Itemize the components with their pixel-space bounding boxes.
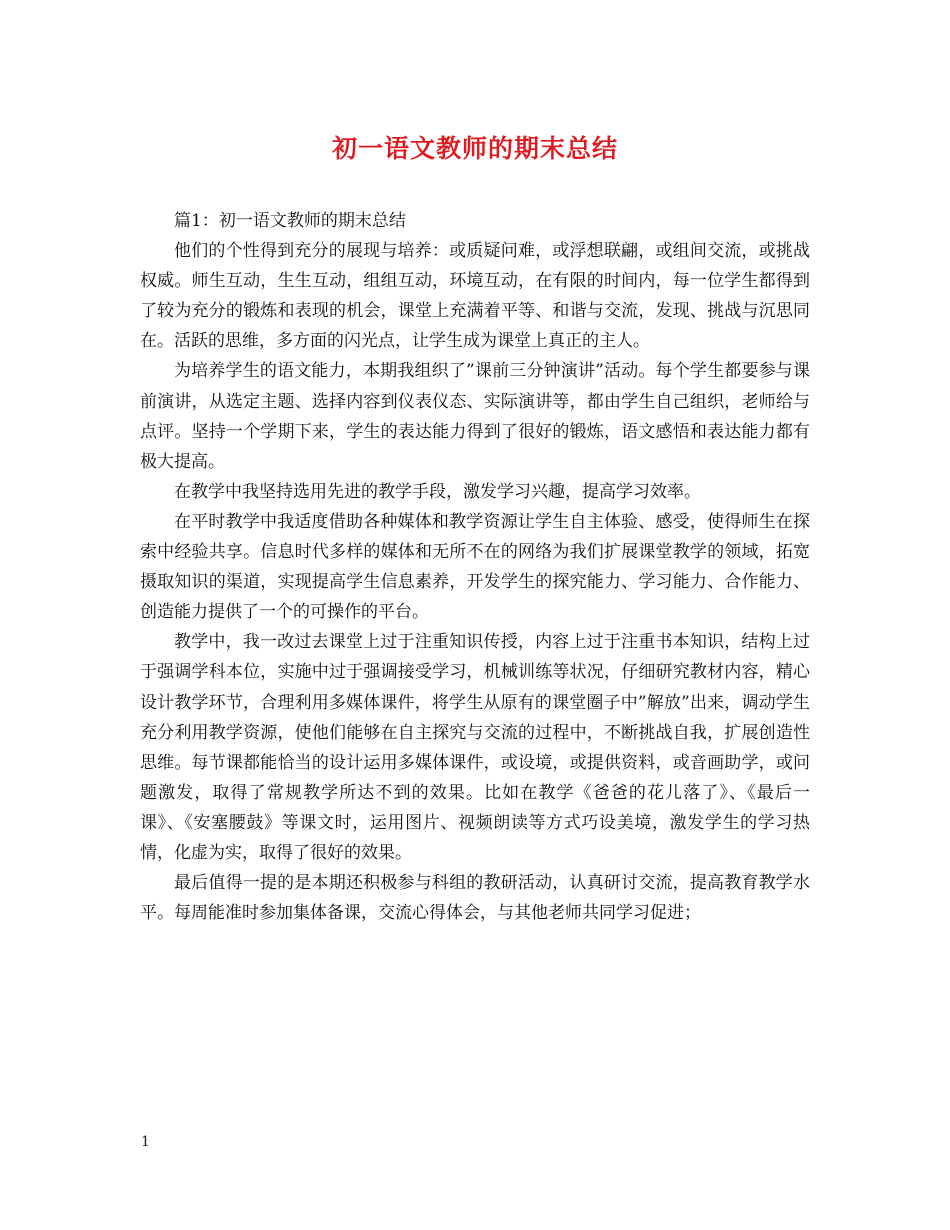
body-paragraph: 他们的个性得到充分的展现与培养：或质疑问难，或浮想联翩，或组间交流，或挑战权威。师生互动，生生互动，组组互动，环境互动，在有限的时间内，每一位学生都得到了较为充分的锻炼和表现的机会，课堂上充满着平等、和谐与交流，发现、挑战与沉思同在。活跃的思维，多方面的闪光点，让学生成为课堂上真正的主人。 bbox=[140, 241, 810, 352]
page-number: 1 bbox=[141, 1134, 150, 1150]
body-paragraph: 在平时教学中我适度借助各种媒体和教学资源让学生自主体验、感受，使得师生在探索中经验共享。信息时代多样的媒体和无所不在的网络为我们扩展课堂教学的领域，拓宽摄取知识的渠道，实现提高学生信息素养，开发学生的探究能力、学习能力、合作能力、创造能力提供了一个的可操作的平台。 bbox=[140, 511, 810, 623]
body-paragraph: 最后值得一提的是本期还积极参与科组的教研活动，认真研讨交流，提高教育教学水平。每周能准时参加集体备课，交流心得体会，与其他老师共同学习促进； bbox=[140, 873, 810, 924]
body-paragraph: 为培养学生的语文能力，本期我组织了”课前三分钟演讲”活动。每个学生都要参与课前演讲，从选定主题、选择内容到仪表仪态、实际演讲等，都由学生自己组织，老师给与点评。坚持一个学期下来，学生的表达能力得到了很好的锻炼，语文感悟和表达能力都有极大提高。 bbox=[140, 361, 810, 472]
body-paragraph: 在教学中我坚持选用先进的教学手段，激发学习兴趣，提高学习效率。 bbox=[174, 481, 701, 502]
document-body bbox=[140, 206, 810, 928]
body-paragraph: 教学中，我一改过去课堂上过于注重知识传授，内容上过于注重书本知识，结构上过于强调学科本位，实施中过于强调接受学习，机械训练等状况，仔细研究教材内容，精心设计教学环节，合理利用多媒体课件，将学生从原有的课堂圈子中”解放”出来，调动学生充分利用教学资源，使他们能够在自主探究与交流的过程中，不断挑战自我，扩展创造性思维。每节课都能恰当的设计运用多媒体课件，或设境，或提供资料，或音画助学，或问题激发，取得了常规教学所达不到的效果。比如在教学《爸爸的花儿落了》、《最后一课》、《安塞腰鼓》等课文时，运用图片、视频朗读等方式巧设美境，激发学生的学习热情，化虚为实，取得了很好的效果。 bbox=[140, 632, 810, 863]
document-title: 初一语文教师的期末总结 bbox=[331, 134, 618, 163]
section-heading: 篇1：初一语文教师的期末总结 bbox=[174, 211, 406, 231]
